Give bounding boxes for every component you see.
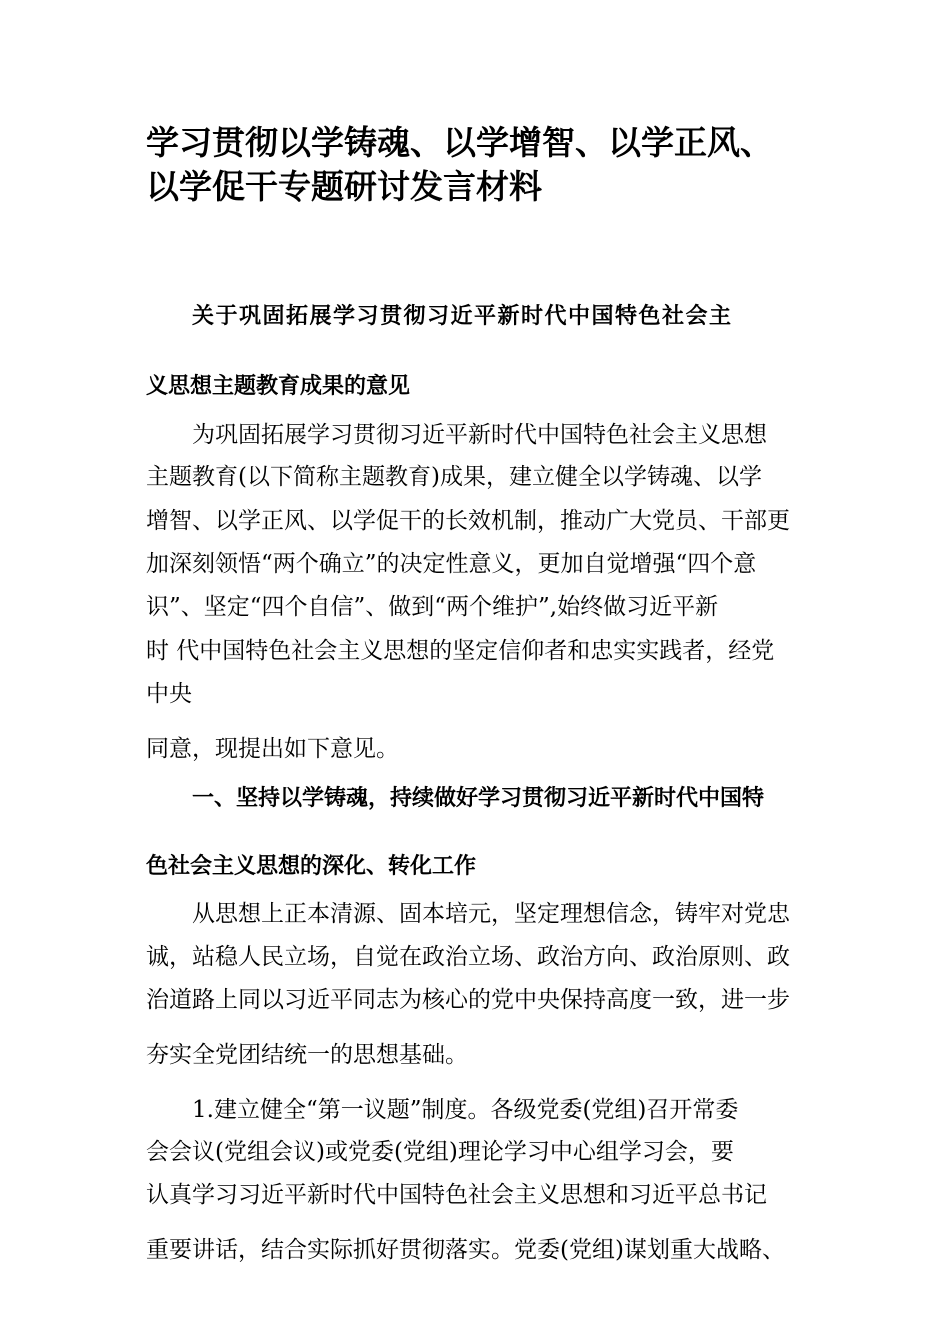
item-1-line-3: 认真学习习近平新时代中国特色社会主义思想和习近平总书记 bbox=[146, 1182, 767, 1208]
section-1-line-4: 夯实全党团结统一的思想基础。 bbox=[146, 1042, 468, 1068]
intro-line-7: 中央 bbox=[146, 681, 192, 707]
intro-line-4: 加深刻领悟“两个确立”的决定性意义，更加自觉增强“四个意 bbox=[146, 551, 757, 577]
section-1-heading-line-1: 一、坚持以学铸魂，持续做好学习贯彻习近平新时代中国特 bbox=[192, 786, 765, 811]
item-1-line-4: 重要讲话，结合实际抓好贯彻落实。党委(党组)谋划重大战略、 bbox=[146, 1237, 785, 1263]
subtitle-line-1: 关于巩固拓展学习贯彻习近平新时代中国特色社会主 bbox=[192, 304, 733, 329]
intro-line-5: 识”、坚定“四个自信”、做到“两个维护”,始终做习近平新 bbox=[146, 594, 719, 620]
document-title-line-2: 以学促干专题研讨发言材料 bbox=[146, 167, 542, 206]
section-1-line-1: 从思想上正本清源、固本培元，坚定理想信念，铸牢对党忠 bbox=[192, 901, 790, 927]
intro-line-6: 时 代中国特色社会主义思想的坚定信仰者和忠实实践者，经党 bbox=[146, 638, 775, 664]
section-1-line-3: 治道路上同以习近平同志为核心的党中央保持高度一致，进一步 bbox=[146, 987, 790, 1013]
section-1-heading-line-2: 色社会主义思想的深化、转化工作 bbox=[146, 854, 477, 879]
intro-line-8: 同意，现提出如下意见。 bbox=[146, 736, 399, 762]
intro-line-3: 增智、以学正风、以学促干的长效机制，推动广大党员、干部更 bbox=[146, 508, 790, 534]
intro-line-1: 为巩固拓展学习贯彻习近平新时代中国特色社会主义思想 bbox=[192, 422, 767, 448]
item-1-line-1: 1.建立健全“第一议题”制度。各级党委(党组)召开常委 bbox=[192, 1097, 739, 1123]
document-title-line-1: 学习贯彻以学铸魂、以学增智、以学正风、 bbox=[146, 123, 773, 162]
intro-line-2: 主题教育(以下简称主题教育)成果，建立健全以学铸魂、以学 bbox=[146, 464, 762, 490]
section-1-line-2: 诚，站稳人民立场，自觉在政治立场、政治方向、政治原则、政 bbox=[146, 944, 790, 970]
subtitle-line-2: 义思想主题教育成果的意见 bbox=[146, 374, 411, 399]
item-1-line-2: 会会议(党组会议)或党委(党组)理论学习中心组学习会，要 bbox=[146, 1139, 734, 1165]
